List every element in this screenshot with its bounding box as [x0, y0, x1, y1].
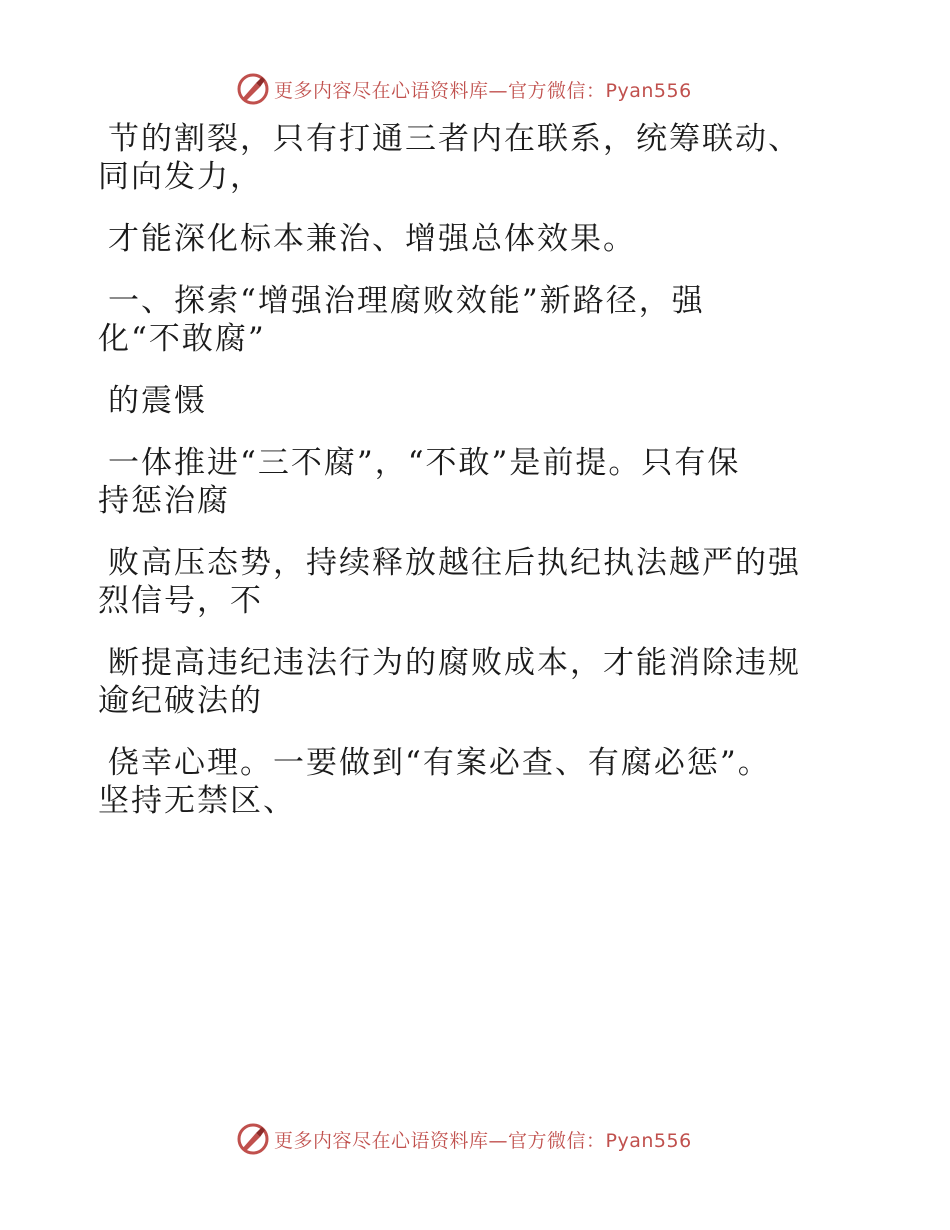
- paragraph: [98, 444, 838, 520]
- header-watermark: [236, 72, 692, 106]
- text-line: 坚持无禁区、: [98, 783, 296, 819]
- document-body: [98, 120, 838, 820]
- watermark-text: 更多内容尽在心语资料库—官方微信：Pyan556: [274, 79, 692, 102]
- paragraph: [98, 644, 838, 720]
- text-line: 节的割裂，只有打通三者内在联系，统筹联动、: [108, 121, 801, 157]
- paragraph: [98, 744, 838, 820]
- text-line: 化“不敢腐”: [98, 321, 266, 357]
- paragraph: [98, 544, 838, 620]
- text-line: 一体推进“三不腐”，“不敢”是前提。只有保: [108, 445, 741, 481]
- text-line: 才能深化标本兼治、增强总体效果。: [108, 221, 636, 257]
- text-line: 持惩治腐: [98, 483, 230, 519]
- footer-watermark: [236, 1122, 692, 1156]
- paragraph: [98, 382, 838, 420]
- text-line: 侥幸心理。一要做到“有案必查、有腐必惩”。: [108, 745, 771, 781]
- watermark-text: 更多内容尽在心语资料库—官方微信：Pyan556: [274, 1129, 692, 1152]
- text-line: 逾纪破法的: [98, 683, 263, 719]
- paragraph: [98, 120, 838, 196]
- text-line: 一、探索“增强治理腐败效能”新路径，强: [108, 283, 705, 319]
- text-line: 同向发力，: [98, 159, 263, 195]
- text-line: 断提高违纪违法行为的腐败成本，才能消除违规: [108, 645, 801, 681]
- pen-logo-icon: [236, 72, 270, 106]
- paragraph: [98, 282, 838, 358]
- pen-logo-icon: [236, 1122, 270, 1156]
- text-line: 的震慑: [108, 383, 207, 419]
- text-line: 烈信号，不: [98, 583, 263, 619]
- paragraph: [98, 220, 838, 258]
- text-line: 败高压态势，持续释放越往后执纪执法越严的强: [108, 545, 801, 581]
